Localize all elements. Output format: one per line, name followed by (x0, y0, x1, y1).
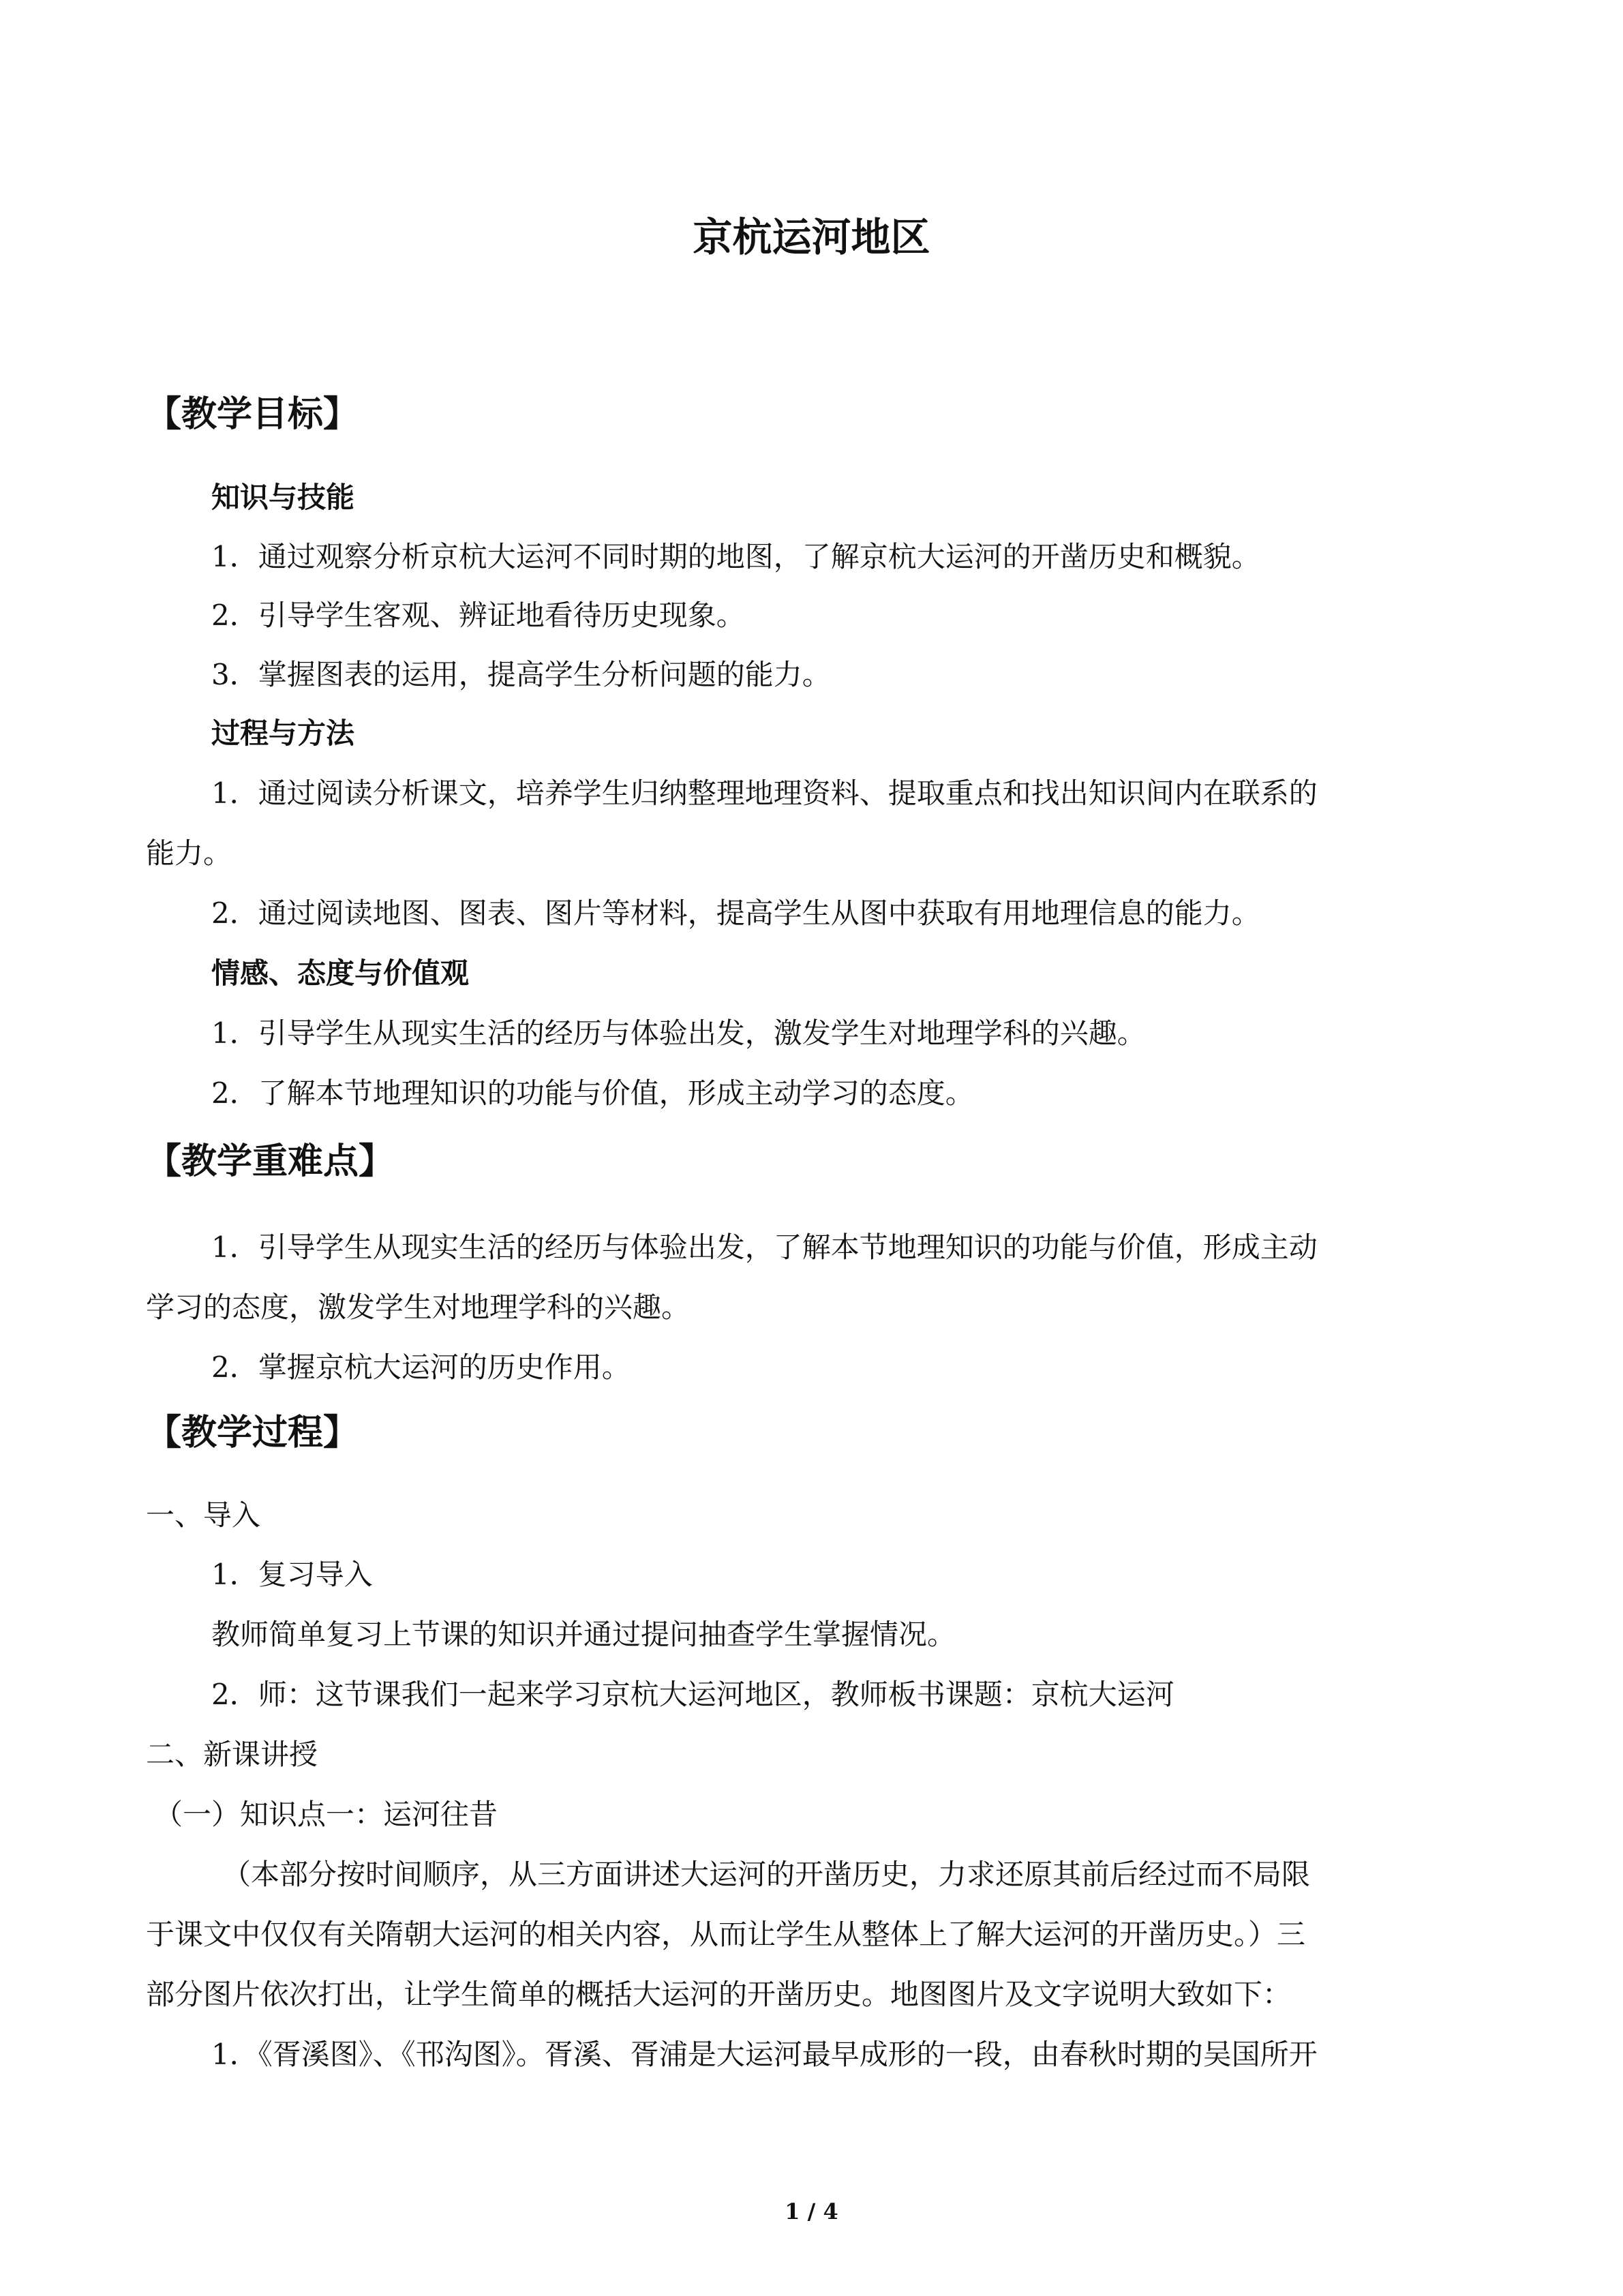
section-heading-objectives: 【教学目标】 (146, 394, 359, 435)
process-item-2: 2．通过阅读地图、图表、图片等材料，提高学生从图中获取有用地理信息的能力。 (211, 896, 1260, 930)
process-step-1-text: 教师简单复习上节课的知识并通过提问抽查学生掌握情况。 (211, 1618, 956, 1651)
emotion-item-1: 1．引导学生从现实生活的经历与体验出发，激发学生对地理学科的兴趣。 (211, 1016, 1146, 1050)
note-line-2: 于课文中仅仅有关隋朝大运河的相关内容，从而让学生从整体上了解大运河的开凿历史。）三 (146, 1918, 1306, 1951)
section-heading-key-points: 【教学重难点】 (146, 1141, 395, 1182)
process-item-1-line-1: 1．通过阅读分析课文，培养学生归纳整理地理资料、提取重点和找出知识间内在联系的 (211, 776, 1318, 810)
document-title: 京杭运河地区 (693, 214, 930, 260)
key-point-1-line-1: 1．引导学生从现实生活的经历与体验出发，了解本节地理知识的功能与价值，形成主动 (211, 1230, 1318, 1264)
process-part-1: 一、导入 (146, 1498, 261, 1532)
subheading-emotion-values: 情感、态度与价值观 (211, 956, 470, 990)
note-line-1: （本部分按时间顺序，从三方面讲述大运河的开凿历史，力求还原其前后经过而不局限 (222, 1858, 1311, 1891)
subheading-knowledge-skills: 知识与技能 (211, 481, 355, 514)
knowledge-item-3: 3．掌握图表的运用，提高学生分析问题的能力。 (211, 658, 831, 691)
process-item-1-line-2: 能力。 (146, 836, 232, 870)
section-heading-teaching-process: 【教学过程】 (146, 1413, 359, 1453)
page-number: 1 / 4 (785, 2199, 838, 2224)
knowledge-item-1: 1．通过观察分析京杭大运河不同时期的地图，了解京杭大运河的开凿历史和概貌。 (211, 540, 1260, 573)
subheading-process-methods: 过程与方法 (211, 716, 355, 750)
process-part-2: 二、新课讲授 (146, 1738, 318, 1771)
note-line-3: 部分图片依次打出，让学生简单的概括大运河的开凿历史。地图图片及文字说明大致如下： (146, 1978, 1292, 2011)
process-step-2: 2．师：这节课我们一起来学习京杭大运河地区，教师板书课题：京杭大运河 (211, 1678, 1174, 1711)
key-point-2: 2．掌握京杭大运河的历史作用。 (211, 1350, 631, 1384)
knowledge-item-2: 2．引导学生客观、辨证地看待历史现象。 (211, 599, 745, 632)
key-point-1-line-2: 学习的态度，激发学生对地理学科的兴趣。 (146, 1290, 691, 1324)
map-item-1: 1．《胥溪图》、《邗沟图》。胥溪、胥浦是大运河最早成形的一段，由春秋时期的吴国所开 (211, 2038, 1318, 2071)
emotion-item-2: 2．了解本节地理知识的功能与价值，形成主动学习的态度。 (211, 1076, 974, 1110)
process-step-1: 1．复习导入 (211, 1558, 373, 1591)
knowledge-point-1: （一）知识点一：运河往昔 (154, 1798, 498, 1831)
